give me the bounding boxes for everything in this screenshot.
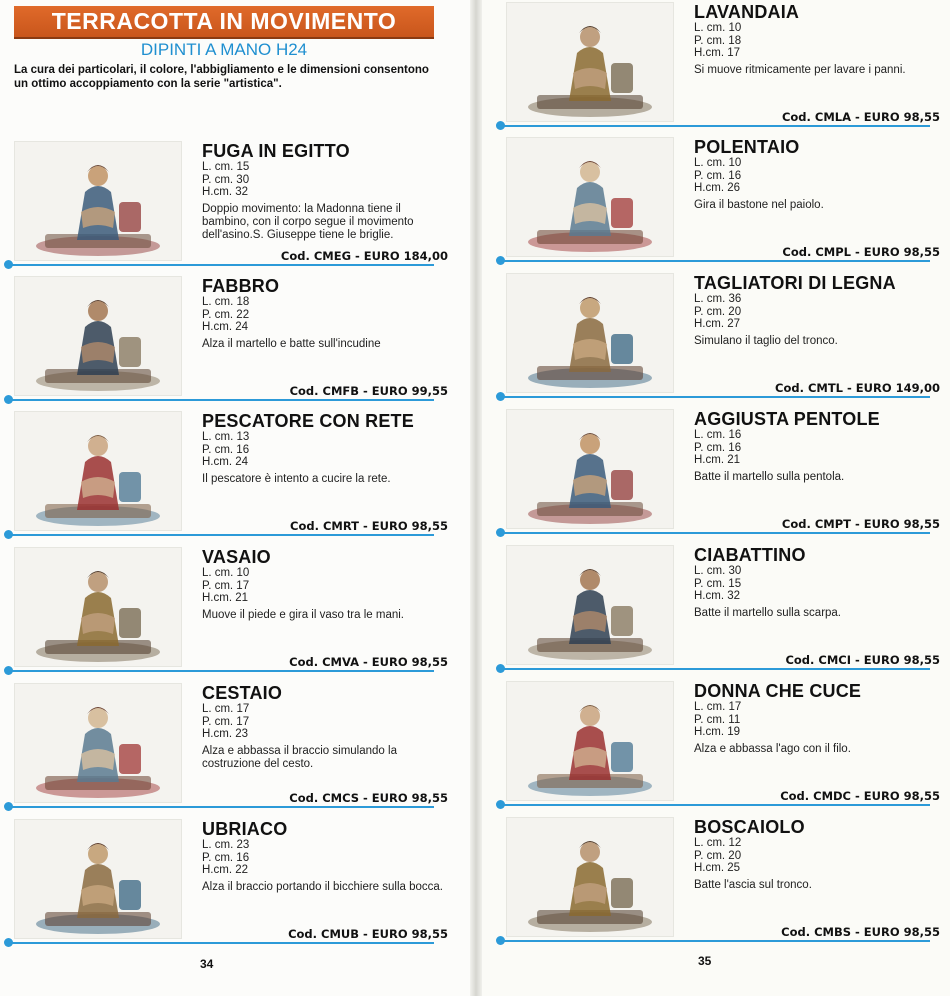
separator-rule [500,396,930,398]
product-description: Il pescatore è intento a cucire la rete. [202,472,391,485]
product-height: H.cm. 19 [694,726,741,738]
product-code-price: Cod. CMUB - EURO 98,55 [288,927,448,941]
product-depth: P. cm. 15 [694,577,742,590]
separator-dot [4,802,13,811]
separator-dot [4,395,13,404]
product-photo-ciabattino [506,545,674,665]
separator-rule [8,399,434,401]
product-code-price: Cod. CMPT - EURO 98,55 [781,517,940,531]
product-card-ciabattino [506,545,940,669]
product-description: Batte l'ascia sul tronco. [694,878,812,891]
separator-rule [500,260,930,262]
catalog-title-banner: TERRACOTTA IN MOVIMENTO [14,6,434,39]
product-code-price: Cod. CMTL - EURO 149,00 [775,381,940,395]
product-title: AGGIUSTA PENTOLE [694,409,880,429]
product-length: L. cm. 10 [694,22,742,34]
product-code-price: Cod. CMPL - EURO 98,55 [782,245,940,259]
product-depth: P. cm. 16 [202,443,250,456]
separator-dot [4,938,13,947]
separator-rule [8,264,434,266]
product-height: H.cm. 25 [694,862,741,874]
product-title: DONNA CHE CUCE [694,681,862,701]
product-description: Alza il braccio portando il bicchiere sulla bocca. [202,880,443,893]
product-title: CESTAIO [202,683,283,703]
product-length: L. cm. 16 [694,429,742,441]
product-depth: P. cm. 17 [202,715,250,728]
product-length: L. cm. 13 [202,431,250,443]
separator-dot [496,936,505,945]
separator-dot [496,664,505,673]
product-height: H.cm. 23 [202,728,249,740]
product-description: Batte il martello sulla pentola. [694,470,845,483]
product-height: H.cm. 32 [694,590,741,602]
product-title: POLENTAIO [694,137,800,157]
separator-rule [500,532,930,534]
product-length: L. cm. 12 [694,837,742,849]
product-card-aggiusta-pentole [506,409,940,533]
product-photo-fabbro [14,276,182,396]
separator-rule [8,534,434,536]
product-photo-vasaio [14,547,182,667]
product-code-price: Cod. CMCS - EURO 98,55 [289,791,448,805]
product-title: FUGA IN EGITTO [202,141,350,161]
product-height: H.cm. 21 [694,454,741,466]
product-depth: P. cm. 20 [694,849,742,862]
product-card-ubriaco [14,819,448,943]
product-photo-fuga-in-egitto [14,141,182,261]
product-code-price: Cod. CMEG - EURO 184,00 [280,249,448,263]
product-photo-ubriaco [14,819,182,939]
product-length: L. cm. 10 [694,157,742,169]
product-photo-polentaio [506,137,674,257]
product-depth: P. cm. 22 [202,308,250,321]
product-depth: P. cm. 11 [694,713,741,726]
product-description: Alza il martello e batte sull'incudine [202,337,381,350]
product-depth: P. cm. 17 [202,579,250,592]
product-title: TAGLIATORI DI LEGNA [694,273,896,293]
separator-rule [500,804,930,806]
product-code-price: Cod. CMBS - EURO 98,55 [781,925,940,939]
product-card-donna-che-cuce [506,681,940,805]
separator-dot [496,800,505,809]
product-height: H.cm. 21 [202,592,249,604]
product-height: H.cm. 32 [202,186,249,198]
product-height: H.cm. 17 [694,47,741,59]
product-code-price: Cod. CMLA - EURO 98,55 [781,110,940,124]
separator-rule [8,942,434,944]
product-card-lavandaia [506,2,940,126]
product-title: UBRIACO [202,819,288,839]
product-depth: P. cm. 20 [694,305,742,318]
product-title: PESCATORE CON RETE [202,411,414,431]
product-title: FABBRO [202,276,280,296]
product-height: H.cm. 24 [202,456,249,468]
product-code-price: Cod. CMFB - EURO 99,55 [289,384,448,398]
separator-rule [500,940,930,942]
product-description: Simulano il taglio del tronco. [694,334,838,347]
separator-dot [496,528,505,537]
product-depth: P. cm. 16 [694,169,742,182]
product-height: H.cm. 27 [694,318,741,330]
product-height: H.cm. 26 [694,182,741,194]
catalog-subtitle: DIPINTI A MANO H24 [140,40,308,59]
product-card-boscaiolo [506,817,940,941]
product-length: L. cm. 15 [202,161,250,173]
product-code-price: Cod. CMDC - EURO 98,55 [780,789,940,803]
product-code-price: Cod. CMVA - EURO 98,55 [289,655,448,669]
separator-dot [4,666,13,675]
product-photo-aggiusta-pentole [506,409,674,529]
product-title: VASAIO [202,547,271,567]
product-depth: P. cm. 16 [202,851,250,864]
product-card-tagliatori-di-legna [506,273,940,397]
separator-rule [8,806,434,808]
product-card-pescatore-con-rete [14,411,448,535]
separator-dot [4,530,13,539]
product-description: Si muove ritmicamente per lavare i panni. [694,63,906,76]
product-code-price: Cod. CMRT - EURO 98,55 [290,519,448,533]
product-card-fuga-in-egitto [14,141,448,265]
product-title: BOSCAIOLO [694,817,805,837]
separator-rule [500,125,930,127]
product-card-polentaio [506,137,940,261]
product-length: L. cm. 18 [202,296,250,308]
product-card-vasaio [14,547,448,671]
product-length: L. cm. 17 [694,701,742,713]
separator-rule [500,668,930,670]
product-card-cestaio [14,683,448,807]
product-length: L. cm. 36 [694,293,742,305]
product-title: CIABATTINO [694,545,806,565]
product-height: H.cm. 24 [202,321,249,333]
product-card-fabbro [14,276,448,400]
product-length: L. cm. 17 [202,703,250,715]
product-depth: P. cm. 16 [694,441,742,454]
product-photo-boscaiolo [506,817,674,937]
product-title: LAVANDAIA [694,2,800,22]
product-depth: P. cm. 30 [202,173,250,186]
product-description: Gira il bastone nel paiolo. [694,198,824,211]
page-number-right: 35 [698,954,712,968]
separator-dot [496,392,505,401]
separator-dot [496,256,505,265]
product-code-price: Cod. CMCI - EURO 98,55 [785,653,940,667]
product-photo-tagliatori-di-legna [506,273,674,393]
product-length: L. cm. 23 [202,839,250,851]
product-length: L. cm. 10 [202,567,250,579]
separator-dot [4,260,13,269]
page-number-left: 34 [200,957,214,971]
product-description: Muove il piede e gira il vaso tra le mani. [202,608,404,621]
product-photo-pescatore-con-rete [14,411,182,531]
catalog-intro-text: La cura dei particolari, il colore, l'abbigliamento e le dimensioni consentono un ottimo accoppiamento con la serie "artistica". [14,64,429,90]
product-height: H.cm. 22 [202,864,249,876]
product-depth: P. cm. 18 [694,34,742,47]
separator-rule [8,670,434,672]
page-gutter [470,0,482,996]
product-description: Alza e abbassa l'ago con il filo. [694,742,851,755]
separator-dot [496,121,505,130]
product-photo-lavandaia [506,2,674,122]
product-photo-donna-che-cuce [506,681,674,801]
product-description: Doppio movimento: la Madonna tiene il bambino, con il corpo segue il movimento dell'asino.S. Giuseppe tiene le briglie. [202,202,414,241]
product-description: Alza e abbassa il braccio simulando la costruzione del cesto. [202,744,397,770]
product-length: L. cm. 30 [694,565,742,577]
product-photo-cestaio [14,683,182,803]
product-description: Batte il martello sulla scarpa. [694,606,842,619]
